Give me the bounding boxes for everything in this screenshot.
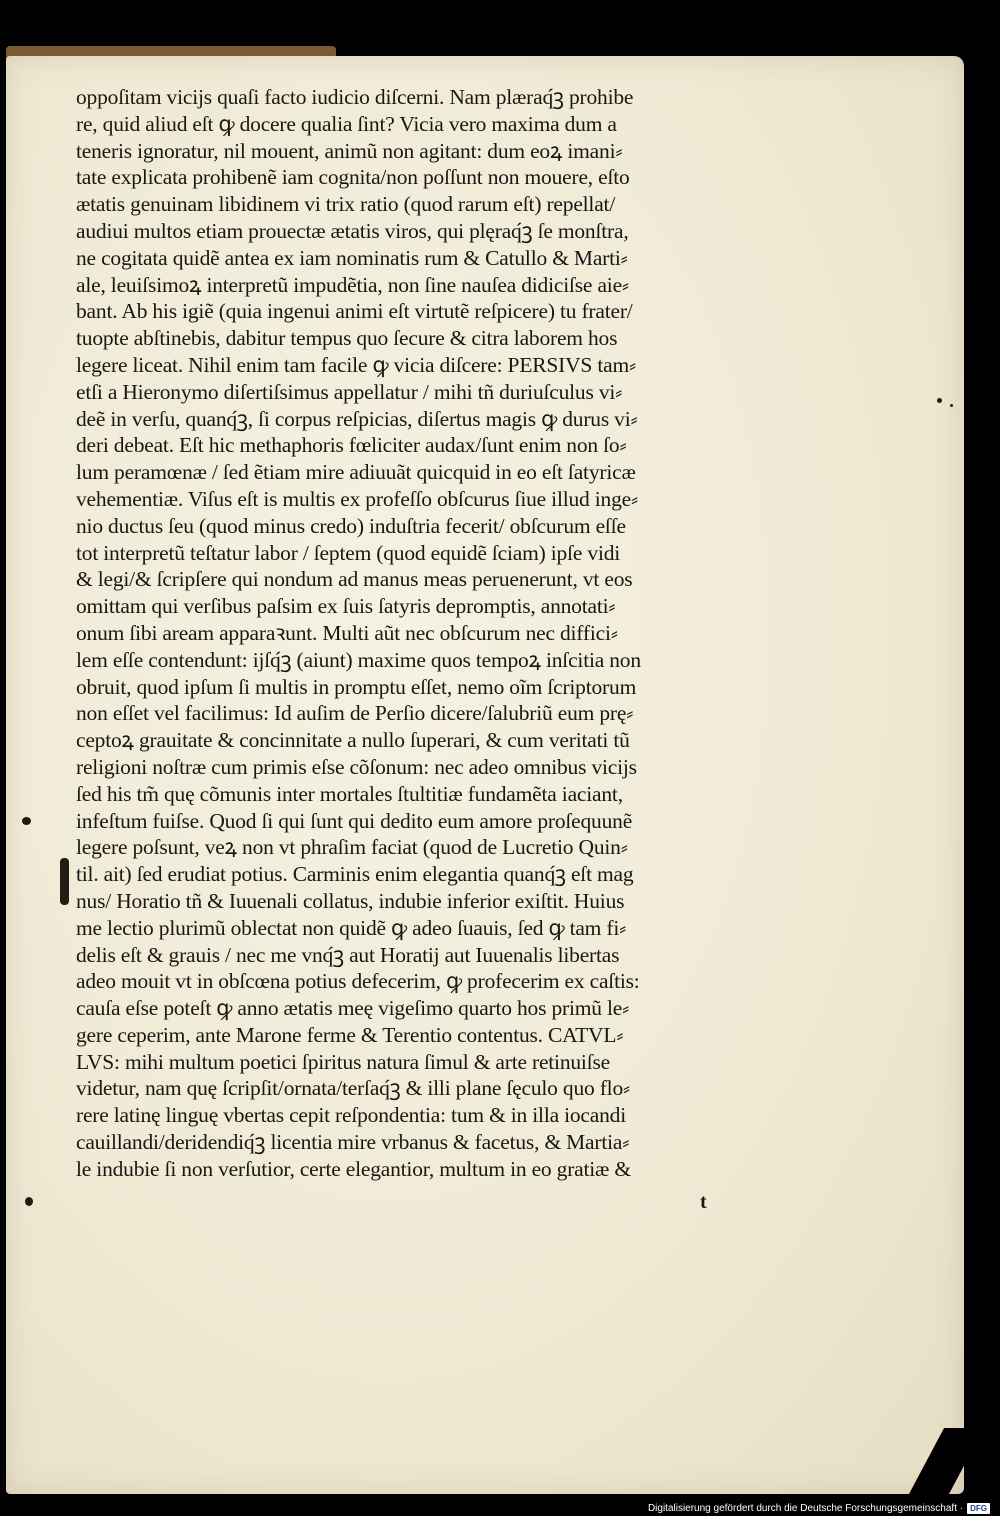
- text-line: bant. Ab his igiẽ (quia ingenui animi eſt virtutẽ reſpicere) tu frater/: [76, 299, 633, 324]
- text-line: cauſa eſse poteſt ꝙ anno ætatis meę vigeſimo quarto hos primũ le⸗: [76, 996, 630, 1021]
- text-line: gere ceperim, ante Marone ferme & Terentio contentus. CATVL⸗: [76, 1022, 624, 1047]
- ink-spot: [937, 398, 942, 403]
- page-text: [76, 84, 776, 1183]
- text-line: rere latinę linguę vbertas cepit reſpondentia: tum & in illa iocandi: [76, 1103, 626, 1128]
- text-line: legere liceat. Nihil enim tam facile ꝙ vicia diſcere: PERSIVS tam⸗: [76, 352, 636, 377]
- text-line: obruit, quod ipſum ſi multis in promptu eſſet, nemo oĩm ſcriptorum: [76, 674, 637, 699]
- credit-text: Digitalisierung gefördert durch die Deutsche Forschungsgemeinschaft ·: [647, 1503, 964, 1514]
- text-line: tot interpretũ teſtatur labor / ſeptem (quod equidẽ ſciam) ipſe vidi: [76, 540, 621, 565]
- text-line: infeſtum fuiſse. Quod ſi qui ſunt qui dedito eum amore proſequunẽ: [76, 808, 633, 833]
- text-line: videtur, nam quę ſcripſit/ornata/terſaq́ꝫ & illi plane ſęculo quo flo⸗: [76, 1076, 630, 1101]
- text-line: me lectio plurimũ oblectat non quidẽ ꝙ adeo ſuauis, ſed ꝙ tam fi⸗: [76, 915, 627, 940]
- ink-spot: [22, 817, 31, 825]
- text-line: nus/ Horatio tñ & Iuuenali collatus, indubie inferior exiſtit. Huius: [76, 888, 625, 913]
- text-line: delis eſt & grauis / nec me vnq́ꝫ aut Horatij aut Iuuenalis libertas: [76, 942, 620, 967]
- text-line: audiui multos etiam prouectæ ætatis viros, qui plęraq́ꝫ ſe monſtra,: [76, 218, 629, 243]
- digitization-credit: [648, 1502, 990, 1515]
- text-line: teneris ignoratur, nil mouent, animũ non agitant: dum eoꝝ imani⸗: [76, 138, 623, 163]
- text-line: ſed his tm̃ quę cõmunis inter mortales ſtultitiæ fundamẽta iaciant,: [76, 781, 623, 806]
- text-line: ætatis genuinam libidinem vi trix ratio (quod rarum eſt) repellat/: [76, 192, 616, 217]
- ink-spot: [25, 1197, 33, 1206]
- text-line: ceptoꝝ grauitate & concinnitate a nullo ſuperari, & cum veritati tũ: [76, 728, 630, 753]
- text-line: omittam qui verſibus paſsim ex ſuis ſatyris depromptis, annotati⸗: [76, 594, 616, 619]
- text-line: religioni noſtræ cum primis eſse cõſonum: nec adeo omnibus vicijs: [76, 754, 637, 779]
- text-line: tuopte abſtinebis, dabitur tempus quo ſecure & citra laborem hos: [76, 326, 618, 351]
- text-line: adeo mouit vt in obſcœna potius defecerim, ꝙ profecerim ex caſtis:: [76, 969, 640, 994]
- signature-mark: t: [700, 1191, 707, 1213]
- text-line: lum peramœnæ / ſed ẽtiam mire adiuuãt quicquid in eo eſt ſatyricæ: [76, 460, 636, 485]
- text-line: ne cogitata quidẽ antea ex iam nominatis rum & Catullo & Marti⸗: [76, 245, 628, 270]
- margin-stroke: [60, 858, 69, 905]
- text-line: nio ductus ſeu (quod minus credo) induſtria fecerit/ obſcurum eſſe: [76, 513, 626, 538]
- text-line: lem eſſe contendunt: ijſq́ꝫ (aiunt) maxime quos tempoꝝ inſcitia non: [76, 647, 641, 672]
- ink-spot: [950, 404, 953, 407]
- text-line: oppoſitam vicijs quaſi facto iudicio diſcerni. Nam plæraq́ꝫ prohibe: [76, 85, 634, 109]
- text-line: LVS: mihi multum poetici ſpiritus natura ſimul & arte retinuiſse: [76, 1049, 610, 1074]
- text-line: vehementiæ. Viſus eſt is multis ex profeſſo obſcurus ſiue illud inge⸗: [76, 486, 638, 511]
- text-line: non eſſet vel facilimus: Id auſim de Perſio dicere/ſalubriũ eum prę⸗: [76, 701, 634, 726]
- text-line: deri debeat. Eſt hic methaphoris fœliciter audax/ſunt enim non ſo⸗: [76, 433, 627, 458]
- text-line: til. ait) ſed erudiat potius. Carminis enim elegantia quanq́ꝫ eſt mag: [76, 862, 634, 887]
- text-line: legere poſsunt, veꝝ non vt phraſim faciat (quod de Lucretio Quin⸗: [76, 835, 628, 860]
- text-line: etſi a Hieronymo diſertiſsimus appellatur / mihi tñ duriuſculus vi⸗: [76, 379, 623, 404]
- dfg-logo: DFG: [967, 1503, 990, 1514]
- text-line: tate explicata prohibenẽ iam cognita/non poſſunt non mouere, eſto: [76, 165, 630, 190]
- text-line: cauillandi/deridendiq́ꝫ licentia mire vrbanus & facetus, & Martia⸗: [76, 1130, 630, 1155]
- text-line: ale, leuiſsimoꝝ interpretũ impudẽtia, non ſine nauſea didiciſse aie⸗: [76, 272, 629, 297]
- text-line: le indubie ſi non verſutior, certe elegantior, multum in eo gratiæ &: [76, 1156, 631, 1181]
- text-line: deẽ in verſu, quanq́ꝫ, ſi corpus reſpicias, diſertus magis ꝙ durus vi⸗: [76, 406, 638, 431]
- text-line: & legi/& ſcripſere qui nondum ad manus meas peruenerunt, vt eos: [76, 567, 633, 592]
- text-line: onum ſibi aream apparaꝛunt. Multi aũt nec obſcurum nec diffici⸗: [76, 620, 618, 645]
- text-line: re, quid aliud eſt ꝙ docere qualia ſint? Vicia vero maxima dum a: [76, 111, 617, 136]
